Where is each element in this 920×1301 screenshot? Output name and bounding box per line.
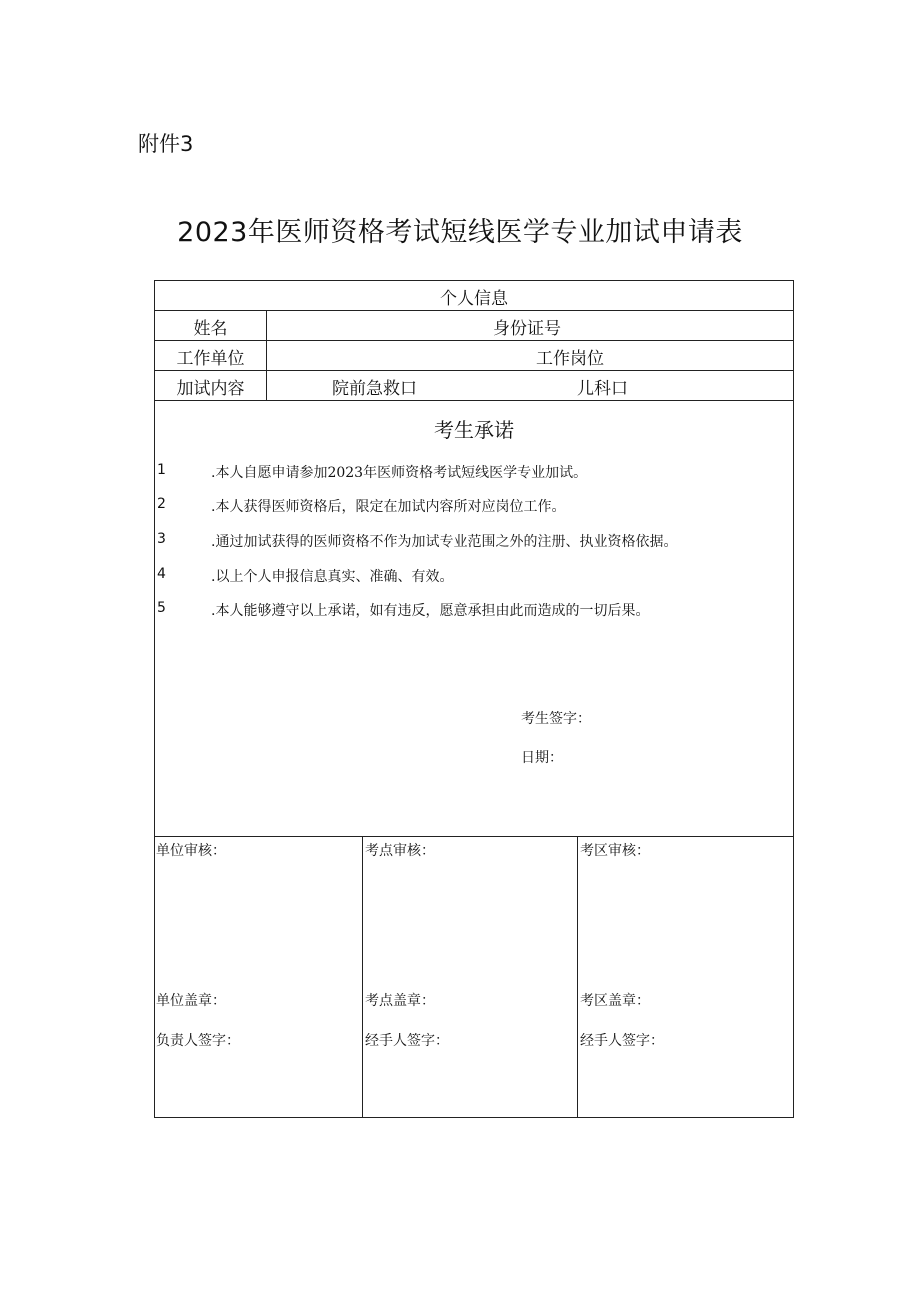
employer-label: 工作单位	[176, 349, 245, 369]
unit-review-label: 单位审核：	[156, 843, 226, 859]
site-signature-label: 经手人签字：	[365, 1033, 449, 1049]
pledge-item-number: 4	[157, 566, 166, 582]
pledge-item-number: 5	[157, 600, 166, 616]
column-divider	[266, 310, 267, 400]
option-emergency-checkbox[interactable]: 院前急救口	[332, 379, 417, 399]
site-review-label: 考点审核：	[365, 843, 435, 859]
district-signature-label: 经手人签字：	[580, 1033, 664, 1049]
unit-seal-label: 单位盖章：	[156, 993, 226, 1009]
row-divider	[155, 836, 793, 837]
column-divider	[362, 836, 363, 1117]
pledge-item-text: .本人获得医师资格后，限定在加试内容所对应岗位工作。	[211, 499, 566, 515]
exam-content-label: 加试内容	[176, 379, 245, 399]
row-divider	[155, 310, 793, 311]
pledge-item-text: .本人能够遵守以上承诺，如有违反，愿意承担由此而造成的一切后果。	[211, 603, 650, 619]
pledge-item-number: 3	[157, 531, 166, 547]
district-review-label: 考区审核：	[580, 843, 650, 859]
candidate-signature-label: 考生签字：	[521, 711, 591, 727]
attachment-label: 附件3	[138, 132, 194, 156]
option-pediatrics-checkbox[interactable]: 儿科口	[577, 379, 628, 399]
application-form-table	[154, 280, 794, 1118]
date-label: 日期：	[521, 750, 563, 766]
pledge-item-text: .本人自愿申请参加2023年医师资格考试短线医学专业加试。	[211, 465, 588, 481]
form-title: 2023年医师资格考试短线医学专业加试申请表	[177, 217, 743, 248]
id-number-label: 身份证号	[493, 319, 561, 339]
pledge-item-text: .以上个人申报信息真实、准确、有效。	[211, 569, 454, 585]
column-divider	[577, 836, 578, 1117]
row-divider	[155, 340, 793, 341]
personal-info-header: 个人信息	[440, 289, 508, 309]
row-divider	[155, 370, 793, 371]
position-label: 工作岗位	[536, 349, 604, 369]
unit-signature-label: 负责人签字：	[156, 1033, 240, 1049]
pledge-item-number: 2	[157, 496, 166, 512]
site-seal-label: 考点盖章：	[365, 993, 435, 1009]
pledge-item-text: .通过加试获得的医师资格不作为加试专业范围之外的注册、执业资格依据。	[211, 534, 678, 550]
row-divider	[155, 400, 793, 401]
pledge-title: 考生承诺	[434, 418, 514, 442]
pledge-item-number: 1	[157, 462, 166, 478]
name-label: 姓名	[193, 319, 228, 339]
district-seal-label: 考区盖章：	[580, 993, 650, 1009]
